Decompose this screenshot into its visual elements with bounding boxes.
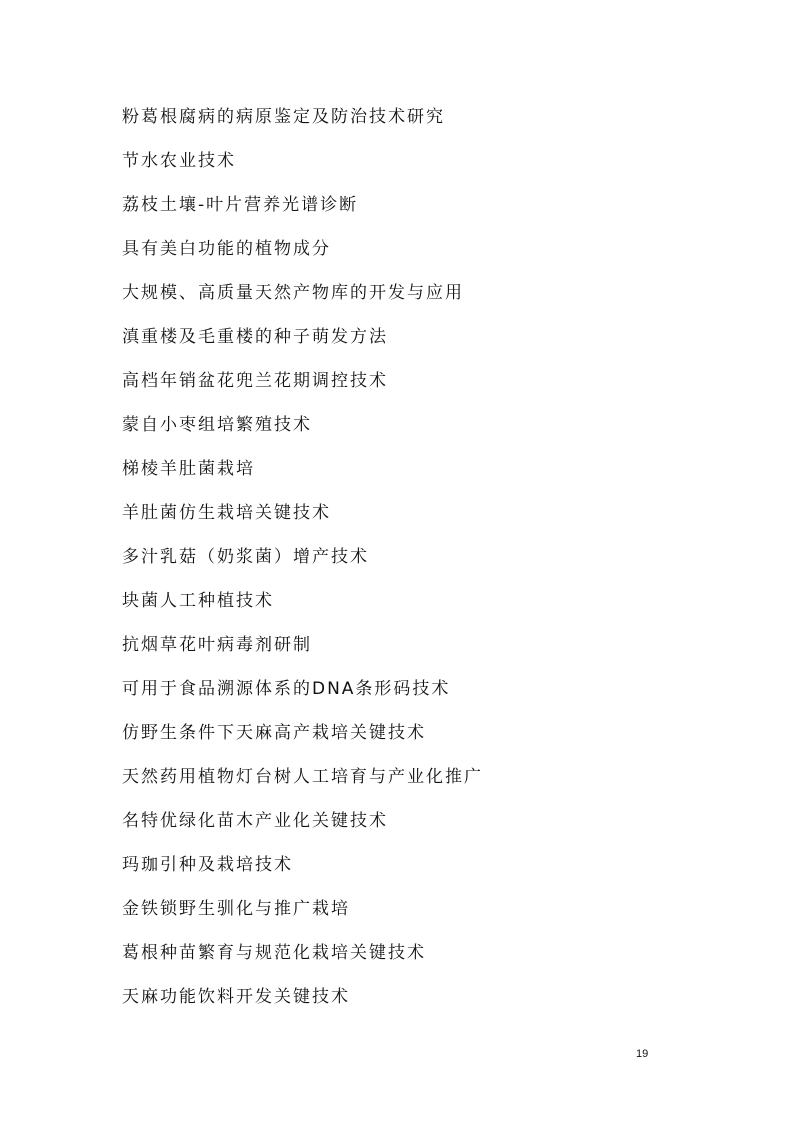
technology-list [122, 102, 483, 1026]
list-item: 粉葛根腐病的病原鉴定及防治技术研究 [122, 107, 445, 127]
list-item: 滇重楼及毛重楼的种子萌发方法 [122, 327, 388, 347]
list-item: 大规模、高质量天然产物库的开发与应用 [122, 283, 464, 303]
list-item: 多汁乳菇（奶浆菌）增产技术 [122, 547, 369, 567]
page-number: 19 [636, 1048, 649, 1060]
list-item: 荔枝土壤-叶片营养光谱诊断 [122, 195, 359, 215]
list-item: 蒙自小枣组培繁殖技术 [122, 415, 312, 435]
list-item: 葛根种苗繁育与规范化栽培关键技术 [122, 943, 426, 963]
list-item: 节水农业技术 [122, 151, 236, 171]
list-item: 抗烟草花叶病毒剂研制 [122, 635, 312, 655]
list-item: 具有美白功能的植物成分 [122, 239, 331, 259]
list-item: 天麻功能饮料开发关键技术 [122, 987, 350, 1007]
list-item: 梯棱羊肚菌栽培 [122, 459, 255, 479]
list-item: 仿野生条件下天麻高产栽培关键技术 [122, 723, 426, 743]
list-item: 金铁锁野生驯化与推广栽培 [122, 899, 350, 919]
list-item: 天然药用植物灯台树人工培育与产业化推广 [122, 767, 483, 787]
list-item: 名特优绿化苗木产业化关键技术 [122, 811, 388, 831]
list-item: 块菌人工种植技术 [122, 591, 274, 611]
list-item: 可用于食品溯源体系的DNA条形码技术 [122, 679, 451, 699]
list-item: 高档年销盆花兜兰花期调控技术 [122, 371, 388, 391]
list-item: 羊肚菌仿生栽培关键技术 [122, 503, 331, 523]
list-item: 玛珈引种及栽培技术 [122, 855, 293, 875]
